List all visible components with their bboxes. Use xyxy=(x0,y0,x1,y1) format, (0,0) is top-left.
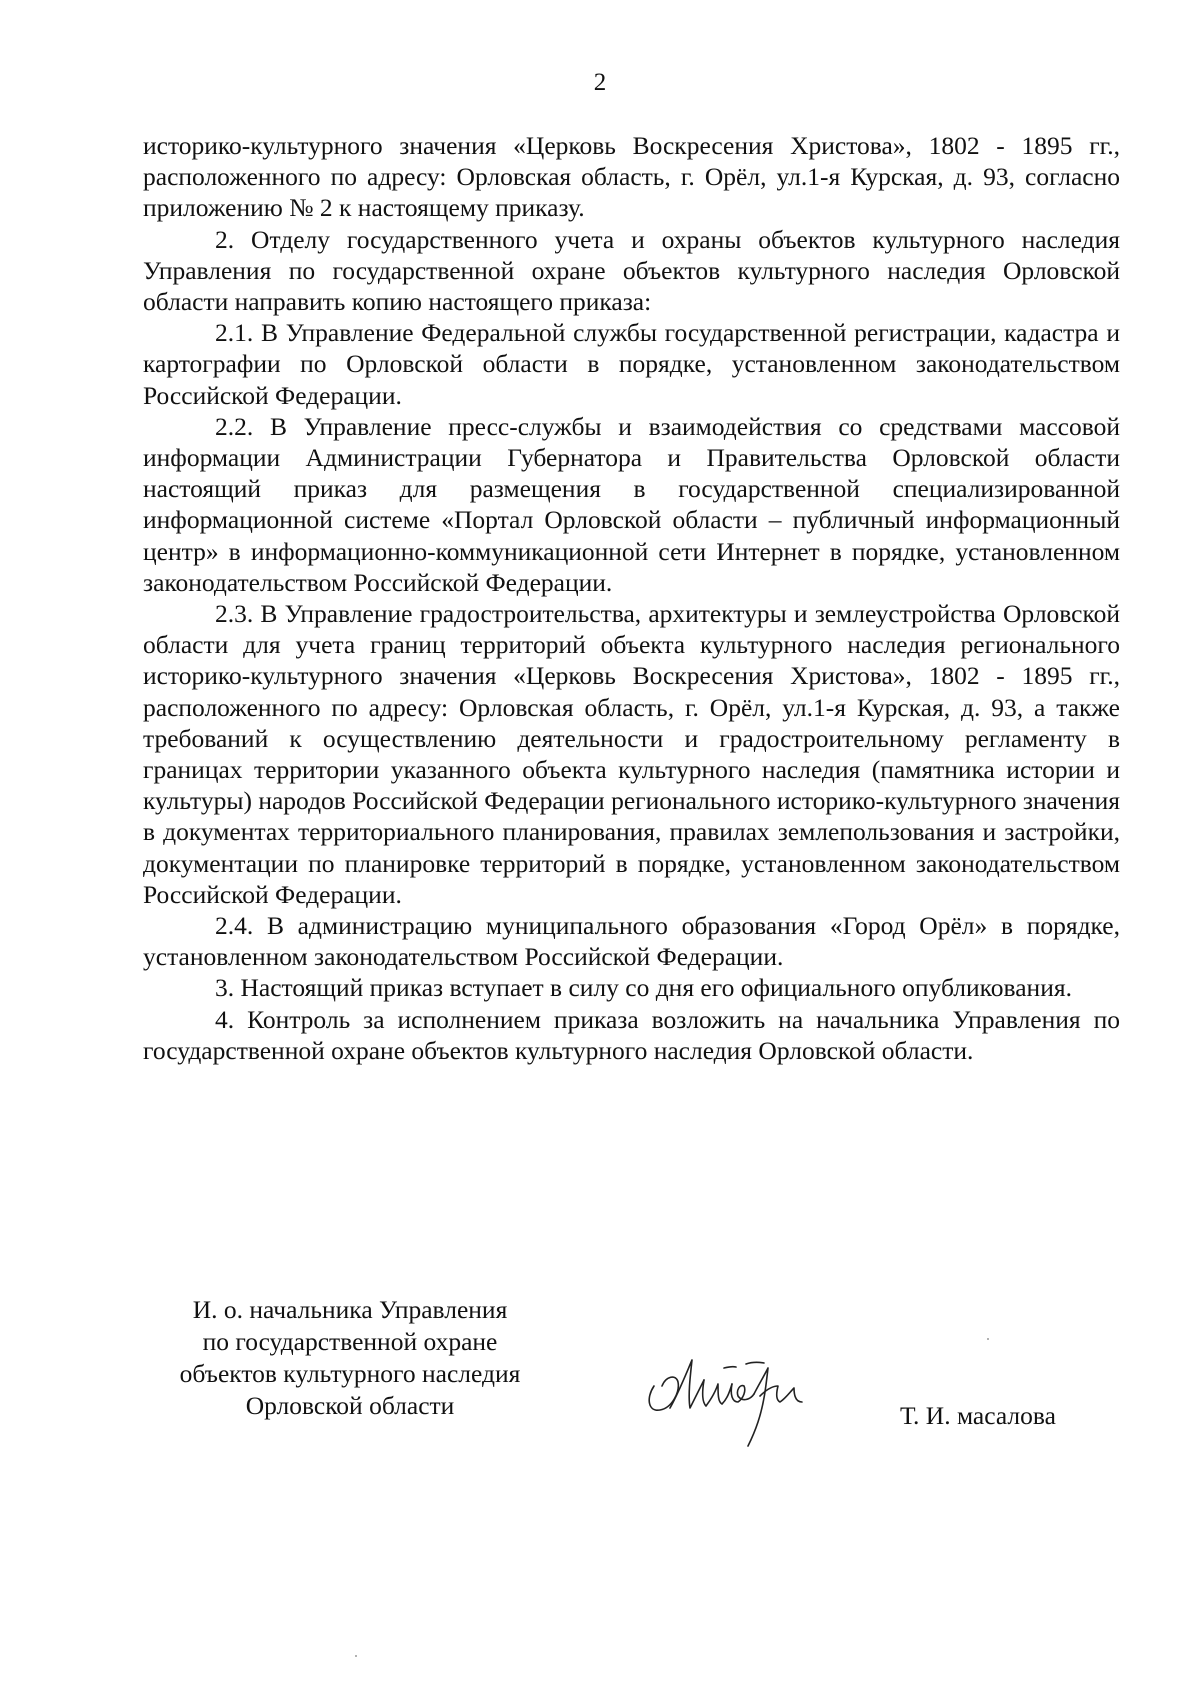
paragraph-item-4: 4. Контроль за исполнением приказа возложить на начальника Управления по государственной охране объектов культурного наследия Орловской области. xyxy=(143,1004,1120,1065)
paragraph-item-2-2: 2.2. В Управление пресс-службы и взаимодействия со средствами массовой информации Администрации Губернатора и Правительства Орловской области настоящий приказ для размещения в государственной специализированной информационной системе «Портал Орловской области – публичный информационный центр» в информационно-коммуникационной сети Интернет в порядке, установленном законодательством Российской Федерации. xyxy=(143,411,1120,597)
signatory-title-line: по государственной охране xyxy=(202,1327,498,1356)
paragraph-item-2-3: 2.3. В Управление градостроительства, архитектуры и землеустройства Орловской области для учета границ территорий объекта культурного наследия регионального историко-культурного значения «Церковь Воскресения Христова», 1802 - 1895 гг., расположенного по адресу: Орловская область, г. Орёл, ул.1-я Курская, д. 93, а также требований к осуществлению деятельности и градостроительному регламенту в границах территории указанного объекта культурного наследия (памятника истории и культуры) народов Российской Федерации регионального историко-культурного значения в документах территориального планирования, правилах землепользования и застройки, документации по планировке территорий в порядке, установленном законодательством Российской Федерации. xyxy=(143,599,1121,909)
scan-speck xyxy=(355,1655,357,1657)
document-body xyxy=(143,130,1120,1066)
paragraph-item-2: 2. Отделу государственного учета и охраны объектов культурного наследия Управления по государственной охране объектов культурного наследия Орловской области направить копию настоящего приказа: xyxy=(143,224,1120,317)
page-number: 2 xyxy=(593,69,607,96)
paragraph-item-3: 3. Настоящий приказ вступает в силу со дня его официального опубликования. xyxy=(215,973,1072,1003)
signatory-title-line: И. о. начальника Управления xyxy=(192,1295,508,1324)
paragraph-item-2-1: 2.1. В Управление Федеральной службы государственной регистрации, кадастра и картографии по Орловской области в порядке, установленном законодательством Российской Федерации. xyxy=(143,318,1120,410)
signer-name: Т. И. масалова xyxy=(900,1401,1056,1430)
paragraph-item-2-4: 2.4. В администрацию муниципального образования «Город Орёл» в порядке, установленном законодательством Российской Федерации. xyxy=(143,911,1120,972)
signatory-title-line: Орловской области xyxy=(245,1391,455,1420)
scan-speck xyxy=(987,1338,989,1340)
handwritten-signature xyxy=(640,1346,840,1451)
signatory-title-line: объектов культурного наследия xyxy=(179,1359,521,1388)
signatory-title-block xyxy=(150,1294,550,1422)
paragraph-continuation: историко-культурного значения «Церковь Воскресения Христова», 1802 - 1895 гг., расположенного по адресу: Орловская область, г. Орёл, ул.1-я Курская, д. 93, согласно приложению № 2 к настоящему приказу. xyxy=(143,131,1120,223)
